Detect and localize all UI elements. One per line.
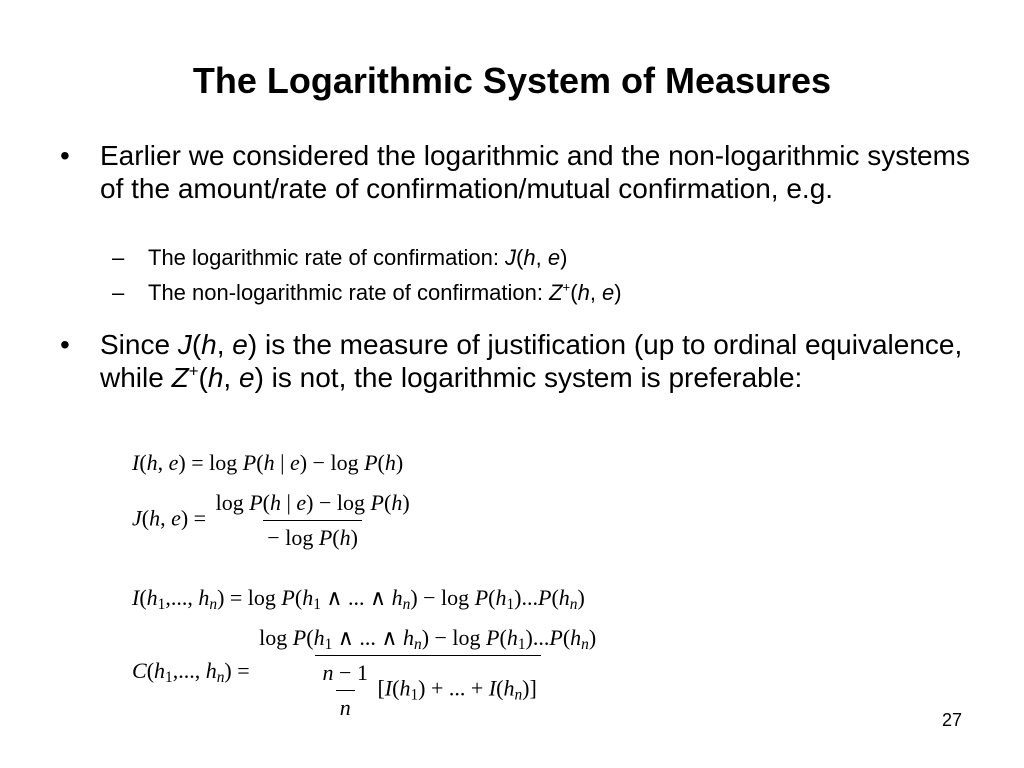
sub-bullet-1 (112, 245, 948, 271)
equation-mutual-confirmation: C(h1,..., hn) = log P(h1 ∧ ... ∧ hn) − log P(h1)...P(hn) $\frac{n - 1}{n}$ [I(h1) + ... + I(hn)] (132, 625, 600, 721)
equation-mutual-information: I(h1,..., hn) = log P(h1 ∧ ... ∧ hn) − log P(h1)...P(hn) (132, 585, 585, 613)
equation-information: I(h, e) = log P(h | e) − log P(h) (132, 450, 404, 475)
sub-bullet-1-text: The logarithmic rate of confirmation: J(h, e) (148, 245, 568, 270)
bullet-2 (60, 328, 970, 394)
bullet-2-text: Since J(h, e) is the measure of justification (up to ordinal equivalence, while Z+(h, e) is not, the logarithmic system is preferable: (100, 329, 963, 393)
sub-bullet-2-prefix: The non-logarithmic rate of confirmation: (148, 280, 550, 305)
dash-marker: – (112, 280, 125, 305)
sub-bullet-2 (112, 280, 948, 306)
dash-marker: – (112, 245, 125, 270)
slide-title: The Logarithmic System of Measures (192, 60, 832, 101)
bullet-1 (60, 139, 970, 205)
sub-bullet-2-text: The non-logarithmic rate of confirmation: Z+(h, e) (148, 279, 622, 305)
bullet-1-text: Earlier we considered the logarithmic and the non-logarithmic systems of the amount/rate of confirmation/mutual confirmation, e.g. (100, 140, 970, 204)
fraction: log P(h1 ∧ ... ∧ hn) − log P(h1)...P(hn) $\frac{n - 1}{n}$ [I(h1) + ... + I(hn)] (259, 625, 597, 720)
sub-bullet-1-prefix: The logarithmic rate of confirmation: (148, 245, 506, 270)
bullet-marker: • (60, 140, 70, 171)
inner-fraction: $\frac{n - 1}{n}$ (322, 660, 368, 720)
page-number: 27 (941, 710, 962, 730)
bullet-marker: • (60, 329, 70, 360)
equation-justification: J(h, e) = $\frac{\text{log P(h | e) − log P(h)}}{\text{− log P(h)}}$ (132, 490, 414, 551)
fraction: $\frac{\text{log P(h | e) − log P(h)}}{\text{− log P(h)}}$ (215, 490, 410, 550)
